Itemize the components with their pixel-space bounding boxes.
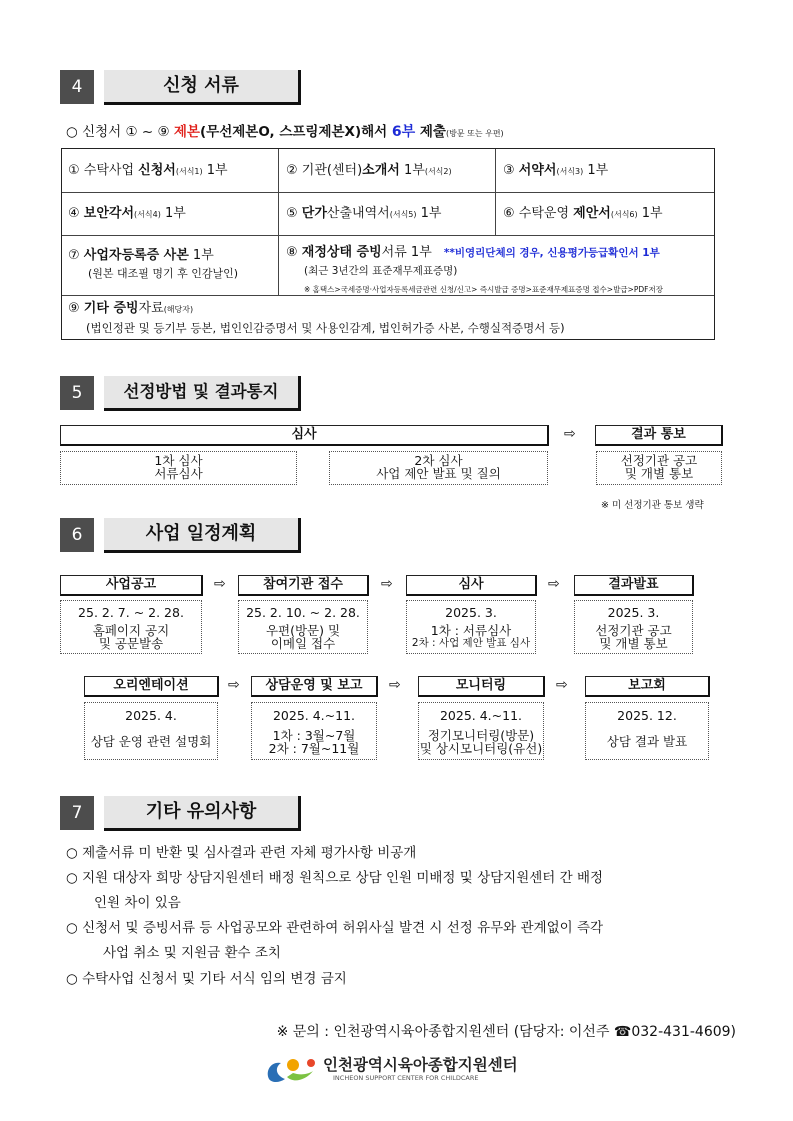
arrow-icon: ⇨ (548, 576, 560, 592)
schedule-step-head: 심사 (406, 575, 537, 596)
result-header: 결과 통보 (595, 425, 723, 446)
doc-9: ⑨ 기타 증빙자료(해당자) (법인정관 및 등기부 등본, 법인인감증명서 및 사용인감계, 법인허가증 사본, 수행실적증명서 등) (68, 301, 565, 335)
schedule-step-body: 2025. 4.~11. 정기모니터링(방문) 및 상시모니터링(유선) (418, 702, 544, 760)
review-header: 심사 (60, 425, 549, 446)
schedule-step-head: 사업공고 (60, 575, 203, 596)
schedule-step-head: 참여기관 접수 (238, 575, 369, 596)
doc-2: ② 기관(센터)소개서 1부(서식2) (286, 163, 452, 178)
section-number: 6 (60, 518, 94, 552)
note-item: 사업 취소 및 지원금 환수 조치 (103, 945, 281, 961)
intro-line: ○ 신청서 ① ~ ⑨ 제본(무선제본O, 스프링제본X)해서 6부 제출(방문 또는 우편) (66, 124, 504, 140)
arrow-icon: ⇨ (214, 576, 226, 592)
schedule-step-head: 상담운영 및 보고 (251, 676, 378, 697)
doc-5: ⑤ 단가산출내역서(서식5) 1부 (286, 206, 442, 221)
note-item: ○ 신청서 및 증빙서류 등 사업공모와 관련하여 허위사실 발견 시 선정 유무와 관계없이 즉각 (66, 920, 604, 936)
logo-mark-icon (263, 1053, 323, 1087)
logo-name: 인천광역시육아종합지원센터 (323, 1056, 518, 1074)
schedule-step-body: 2025. 4. 상담 운영 관련 설명회 (84, 702, 218, 760)
logo-subtitle: INCHEON SUPPORT CENTER FOR CHILDCARE (333, 1074, 479, 1082)
schedule-step-body: 25. 2. 7. ~ 2. 28. 홈페이지 공지 및 공문발송 (60, 600, 202, 654)
section-number: 5 (60, 376, 94, 410)
schedule-step-head: 오리엔테이션 (84, 676, 219, 697)
schedule-step-body: 25. 2. 10. ~ 2. 28. 우편(방문) 및 이메일 접수 (238, 600, 368, 654)
arrow-icon: ⇨ (228, 677, 240, 693)
schedule-step-head: 모니터링 (418, 676, 545, 697)
section-number: 4 (60, 70, 94, 104)
arrow-icon: ⇨ (556, 677, 568, 693)
review-stage-1: 1차 심사 서류심사 (60, 451, 297, 485)
documents-table (61, 148, 715, 340)
result-box: 선정기관 공고 및 개별 통보 (596, 451, 722, 485)
note-item: 인원 차이 있음 (94, 895, 181, 911)
doc-8: ⑧ 재정상태 증빙서류 1부 **비영리단체의 경우, 신용평가등급확인서 1부 (최근 3년간의 표준재무제표증명) ※ 홈택스>국세증명·사업자등록세금관련 신청/신고> 즉시발급 증명>표준재무제표증명 접수>발급>PDF저장 (286, 245, 663, 294)
doc-7: ⑦ 사업자등록증 사본 1부 (원본 대조필 명기 후 인감날인) (68, 248, 239, 280)
review-stage-2: 2차 심사 사업 제안 발표 및 질의 (329, 451, 548, 485)
schedule-step-body: 2025. 3. 1차 : 서류심사 2차 : 사업 제안 발표 심사 (406, 600, 536, 654)
section-title: 선정방법 및 결과통지 (104, 376, 301, 411)
note-item: ○ 지원 대상자 희망 상담지원센터 배정 원칙으로 상담 인원 미배정 및 상담지원센터 간 배정 (66, 870, 604, 886)
schedule-step-head: 보고회 (585, 676, 710, 697)
note-item: ○ 수탁사업 신청서 및 기타 서식 임의 변경 금지 (66, 971, 347, 987)
section-title: 신청 서류 (104, 70, 301, 105)
center-logo (263, 1053, 533, 1087)
schedule-step-body: 2025. 3. 선정기관 공고 및 개별 통보 (574, 600, 693, 654)
section-title: 사업 일정계획 (104, 518, 301, 553)
review-note: ※ 미 선정기관 통보 생략 (601, 500, 704, 511)
arrow-icon: ⇨ (381, 576, 393, 592)
contact-line: ※ 문의 : 인천광역시육아종합지원센터 (담당자: 이선주 ☎032-431-4609) (276, 1024, 736, 1040)
doc-4: ④ 보안각서(서식4) 1부 (68, 206, 186, 221)
note-item: ○ 제출서류 미 반환 및 심사결과 관련 자체 평가사항 비공개 (66, 845, 417, 861)
schedule-step-body: 2025. 4.~11. 1차 : 3월~7월 2차 : 7월~11월 (251, 702, 377, 760)
section-number: 7 (60, 796, 94, 830)
schedule-step-head: 결과발표 (574, 575, 694, 596)
doc-3: ③ 서약서(서식3) 1부 (503, 163, 609, 178)
schedule-step-body: 2025. 12. 상담 결과 발표 (585, 702, 709, 760)
doc-6: ⑥ 수탁운영 제안서(서식6) 1부 (503, 206, 663, 221)
doc-1: ① 수탁사업 신청서(서식1) 1부 (68, 163, 228, 178)
arrow-icon: ⇨ (564, 426, 576, 442)
arrow-icon: ⇨ (389, 677, 401, 693)
section-title: 기타 유의사항 (104, 796, 301, 831)
